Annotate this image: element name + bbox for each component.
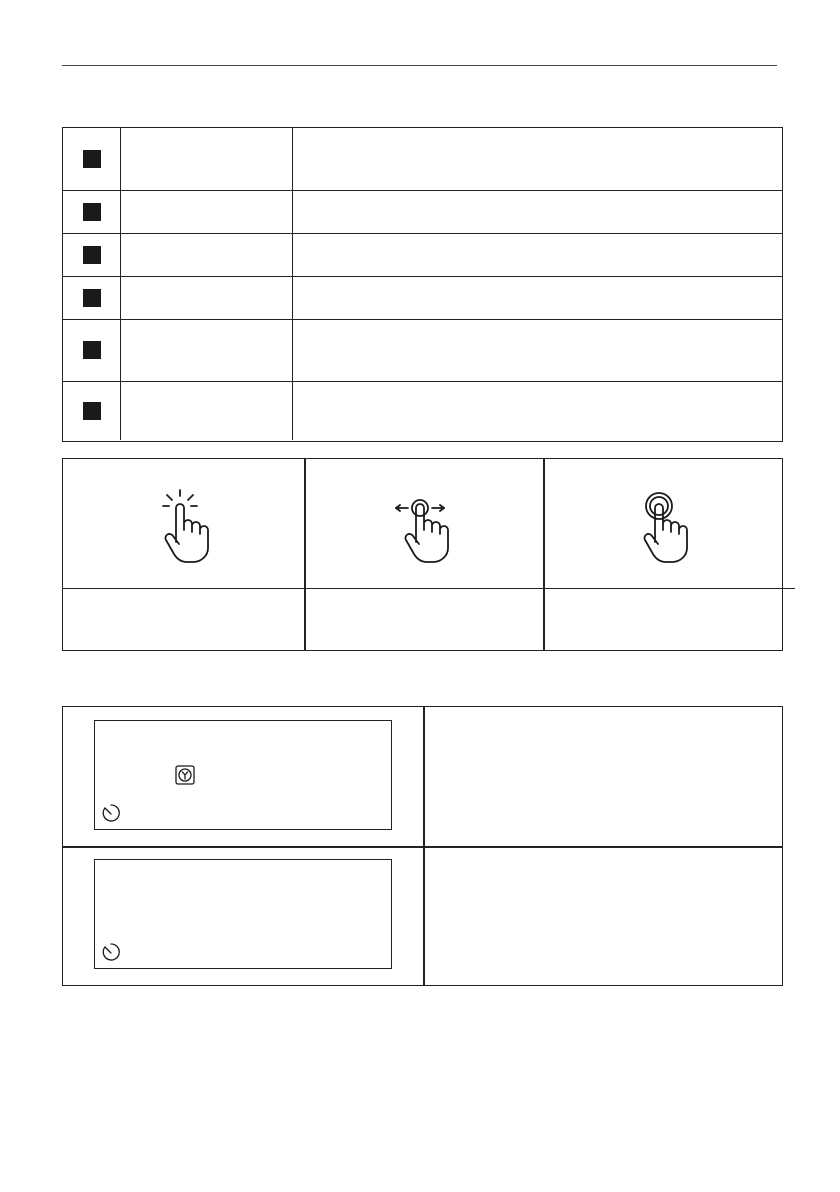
fan-heating-icon [175, 765, 195, 785]
table-row [63, 276, 782, 320]
item-description [282, 319, 782, 381]
display-screen [94, 859, 392, 969]
item-name [120, 128, 293, 190]
item-name [120, 319, 293, 381]
item-name [120, 233, 293, 276]
table-row [63, 233, 782, 277]
table-row [63, 128, 782, 191]
timer-icon [101, 803, 121, 823]
press-hold-icon [633, 484, 693, 564]
item-number-badge [83, 203, 101, 221]
gesture-label [304, 588, 555, 652]
table-row [63, 190, 782, 234]
gesture-label [63, 588, 316, 652]
item-description [282, 381, 782, 440]
control-panel-table [62, 127, 783, 442]
tap-icon [154, 484, 214, 564]
item-number-badge [83, 150, 101, 168]
item-description [282, 190, 782, 233]
item-number-badge [83, 289, 101, 307]
item-number-badge [83, 341, 101, 359]
table-row [63, 319, 782, 382]
item-number-badge [83, 402, 101, 420]
item-description [282, 276, 782, 319]
table-row [63, 381, 782, 440]
item-name [120, 381, 293, 440]
item-number-badge [83, 246, 101, 264]
display-table [62, 706, 783, 986]
display-screen [94, 720, 392, 830]
timer-icon [101, 942, 121, 962]
item-description [282, 233, 782, 276]
header-rule [62, 65, 777, 66]
swipe-icon [392, 484, 456, 564]
item-name [120, 190, 293, 233]
gestures-table [62, 458, 783, 651]
gesture-label [543, 588, 795, 652]
item-description [282, 128, 782, 190]
item-name [120, 276, 293, 319]
